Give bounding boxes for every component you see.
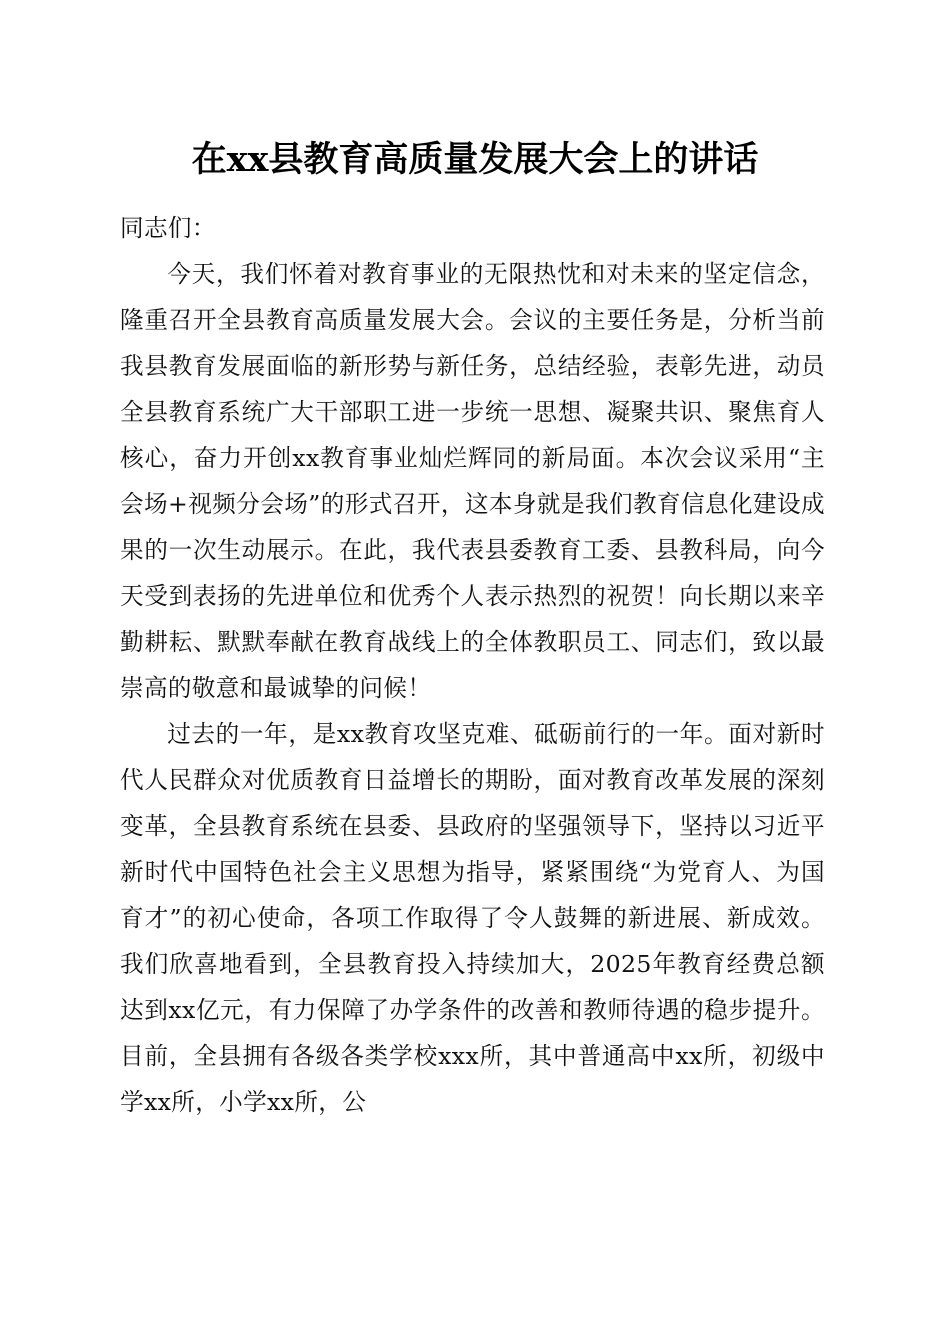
document-title: 在xx县教育高质量发展大会上的讲话	[191, 139, 759, 180]
paragraph: 今天，我们怀着对教育事业的无限热忱和对未来的坚定信念，隆重召开全县教育高质量发展大会。会议的主要任务是，分析当前我县教育发展面临的新形势与新任务，总结经验，表彰先进，动员全县教育系统广大干部职工进一步统一思想、凝聚共识、聚焦育人核心，奋力开创xx教育事业灿烂辉同的新局面。本次会议采用“主会场+视频分会场”的形式召开，这本身就是我们教育信息化建设成果的一次生动展示。在此，我代表县委教育工委、县教科局，向今天受到表扬的先进单位和优秀个人表示热烈的祝贺！向长期以来辛勤耕耘、默默奉献在教育战线上的全体教职员工、同志们，致以最崇高的敬意和最诚挚的问候！	[120, 260, 825, 702]
paragraph: 过去的一年，是xx教育攻坚克难、砥砺前行的一年。面对新时代人民群众对优质教育日益增长的期盼，面对教育改革发展的深刻变革，全县教育系统在县委、县政府的坚强领导下，坚持以习近平新时代中国特色社会主义思想为指导，紧紧围绕“为党育人、为国育才”的初心使命，各项工作取得了令人鼓舞的新进展、新成效。我们欣喜地看到，全县教育投入持续加大，2025年教育经费总额达到xx亿元，有力保障了办学条件的改善和教师待遇的稳步提升。目前，全县拥有各级各类学校xxx所，其中普通高中xx所，初级中学xx所，小学xx所，公	[120, 720, 825, 1116]
salutation: 同志们：	[120, 214, 216, 242]
document-body	[120, 205, 825, 1125]
